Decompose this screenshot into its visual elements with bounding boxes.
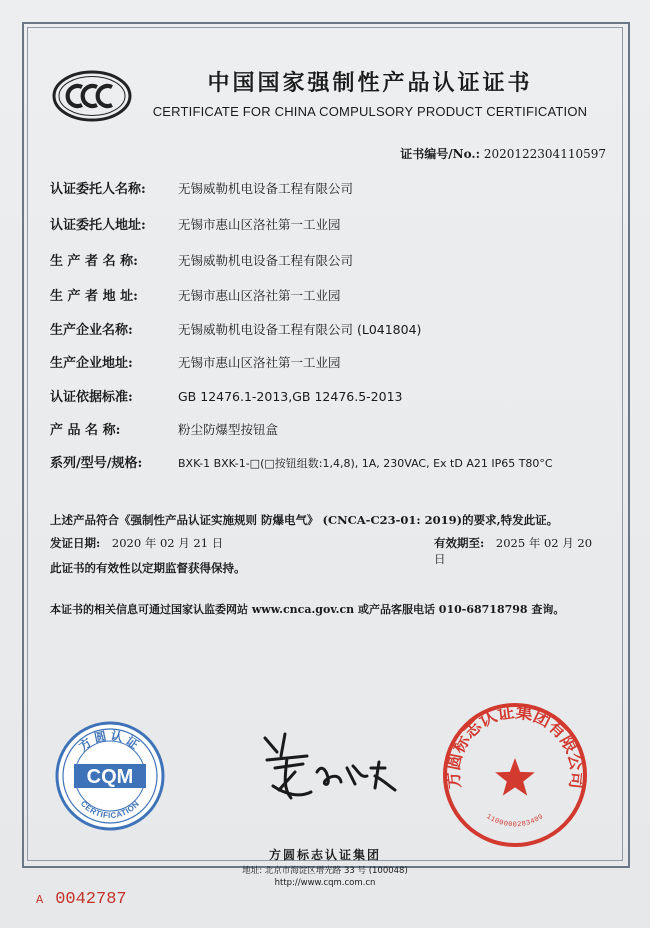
star-icon [495,758,535,796]
date-row [50,535,606,566]
cqm-certification-seal [54,720,166,832]
field-value: 无锡威勒机电设备工程有限公司 (L041804) [178,322,422,337]
field-value: GB 12476.1-2013,GB 12476.5-2013 [178,389,403,404]
field-label: 认证委托人地址: [50,218,146,233]
valid-until-label: 有效期至: [434,536,485,550]
field-label: 认证依据标准: [50,390,133,405]
field-applicant-name [50,178,353,197]
red-seal-number: 1100000283409 [484,813,546,830]
footer-website: http://www.cqm.com.cn [274,878,376,888]
conformity-statement: 上述产品符合《强制性产品认证实施规则 防爆电气》 (CNCA-C23-01: 2019)的要求,特发此证。 [50,513,559,527]
cqm-seal-main-text: CQM [86,766,134,788]
field-manufacturer-name [50,250,353,269]
title-chinese: 中国国家强制性产品认证证书 [207,71,533,96]
red-seal-text: 方圆标志认证集团有限公司 [443,702,587,790]
field-value: BXK-1 BXK-1-□(□按钮组数:1,4,8), 1A, 230VAC, Ex tD A21 IP65 T80°C [178,457,553,470]
certificate-number [400,145,606,162]
field-value: 无锡市惠山区洛社第一工业园 [178,288,341,303]
issue-date-value: 2020 年 02 月 21 日 [111,536,224,550]
field-label: 产 品 名 称: [50,423,121,438]
field-value: 无锡市惠山区洛社第一工业园 [178,355,341,370]
field-label: 认证委托人名称: [50,182,146,197]
title-english: CERTIFICATE FOR CHINA COMPULSORY PRODUCT CERTIFICATION [152,104,588,119]
field-value: 无锡市惠山区洛社第一工业园 [178,217,341,232]
serial-prefix: A [36,893,44,907]
field-label: 系列/型号/规格: [50,456,143,471]
field-model-spec [50,452,553,471]
handwritten-signature [255,728,405,808]
valid-until [434,535,606,567]
field-factory-address [50,352,341,371]
field-label: 生 产 者 名 称: [50,254,138,269]
field-manufacturer-address [50,285,341,304]
serial-number [36,890,127,909]
field-label: 生产企业地址: [50,356,133,371]
field-value: 无锡威勒机电设备工程有限公司 [178,181,354,196]
valid-until-value: 2025 年 02 月 20 日 [434,536,593,566]
certificate-number-value: 2020122304110597 [483,147,606,161]
field-label: 生 产 者 地 址: [50,289,138,304]
info-note: 本证书的相关信息可通过国家认监委网站 www.cnca.gov.cn 或产品客服电话 010-68718798 查询。 [50,603,565,616]
svg-text:1100000283409 [485,813,546,829]
field-product-name [50,419,278,438]
validity-note: 此证书的有效性以定期监督获得保持。 [50,561,246,575]
field-standards [50,386,402,405]
cqm-seal-bottom-text: CERTIFICATION [78,799,142,821]
ccc-logo-icon [52,70,132,122]
certificate-number-label: 证书编号/No.: [400,147,481,161]
field-value: 无锡威勒机电设备工程有限公司 [178,253,354,268]
field-label: 生产企业名称: [50,323,133,338]
field-applicant-address [50,214,341,233]
footer-address: 地址: 北京市海淀区增光路 33 号 (100048) [242,866,408,876]
serial-value: 0042787 [55,890,127,909]
footer-organization: 方圆标志认证集团 [268,848,381,862]
cqm-seal-top-text: 方圆认证 [76,728,144,754]
field-factory-name [50,319,421,338]
issue-date-label: 发证日期: [50,536,101,550]
field-value: 粉尘防爆型按钮盒 [178,422,279,437]
red-company-seal [440,700,590,850]
